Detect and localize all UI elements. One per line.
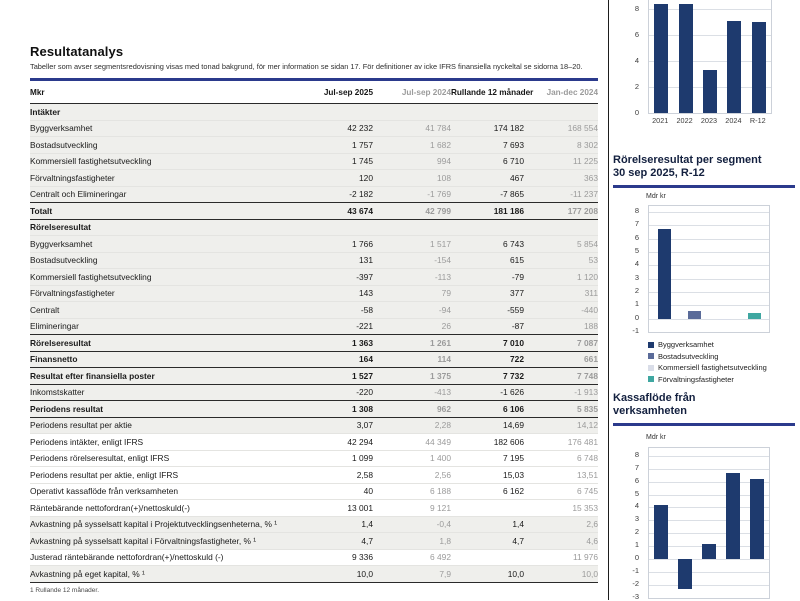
cell-value: -1 913 [574, 387, 598, 398]
cell-value: 13 001 [347, 502, 373, 513]
column-header-mkr: Mkr [30, 87, 45, 97]
cell-value: 120 [359, 172, 373, 183]
cell-value: 114 [437, 354, 451, 365]
cell-value: 26 [441, 321, 451, 332]
bar [718, 319, 731, 320]
cell-value: 10,0 [507, 568, 524, 579]
y-tick-label: 2 [634, 82, 639, 92]
bar [726, 473, 740, 560]
cell-value: 79 [441, 288, 451, 299]
chart-title-line2: 30 sep 2025, R-12 [613, 167, 705, 179]
cell-value: -113 [434, 271, 451, 282]
cell-value: 164 [359, 354, 373, 365]
row-label: Bostadsutveckling [30, 255, 98, 266]
table-header-row [30, 81, 598, 104]
cell-value: 10,0 [356, 568, 373, 579]
y-tick-label: 2 [634, 527, 639, 537]
cell-value: 7 195 [503, 453, 524, 464]
chart-title-rule [613, 185, 795, 188]
cell-value: 4,7 [361, 535, 373, 546]
cash-flow-from-operations-chart [612, 390, 800, 600]
bar [748, 313, 761, 318]
cell-value: 14,12 [577, 420, 598, 431]
table-row [30, 500, 598, 517]
cell-value: 6 710 [503, 156, 524, 167]
table-row [30, 319, 598, 336]
row-label: Totalt [30, 205, 53, 216]
y-tick-label: 1 [634, 299, 639, 309]
cell-value: 40 [363, 486, 373, 497]
page-subtitle: Tabeller som avser segmentsredovisning visas med tonad bakgrund, för mer information se sidan 17. För definitioner av icke IFRS finansiella nyckeltal se sidorna 18–20. [30, 62, 583, 71]
results-analysis-section [30, 44, 598, 594]
bar [678, 559, 692, 589]
table-row [30, 121, 598, 138]
cell-value: 1 517 [430, 238, 451, 249]
row-label: Byggverksamhet [30, 238, 93, 249]
cell-value: -58 [360, 304, 373, 315]
cell-value: 615 [510, 255, 524, 266]
cell-value: -94 [438, 304, 451, 315]
cell-value: 7 693 [503, 139, 524, 150]
row-label: Operativt kassaflöde från verksamheten [30, 486, 179, 497]
cell-value: 1 757 [352, 139, 373, 150]
cell-value: -11 237 [570, 189, 598, 200]
cell-value: 9 121 [430, 502, 451, 513]
cell-value: -440 [581, 304, 598, 315]
y-tick-label: -3 [632, 592, 639, 601]
bar [658, 229, 671, 318]
table-row [30, 269, 598, 286]
cell-value: 4,7 [512, 535, 524, 546]
row-label: Periodens resultat [30, 403, 104, 414]
cell-value: 1 099 [352, 453, 373, 464]
y-tick-label: 8 [634, 205, 639, 215]
x-axis [648, 116, 770, 128]
y-axis [612, 205, 644, 335]
cell-value: 994 [437, 156, 451, 167]
cell-value: 11 225 [573, 156, 598, 167]
cell-value: -0,4 [436, 519, 451, 530]
cell-value: 176 481 [567, 436, 598, 447]
row-label: Avkastning på sysselsatt kapital i Projektutvecklingsenheterna, % ¹ [30, 519, 278, 530]
cell-value: 311 [584, 288, 598, 299]
cell-value: 1 745 [352, 156, 373, 167]
cell-value: -87 [511, 321, 524, 332]
y-tick-label: 1 [634, 540, 639, 550]
row-label: Periodens resultat per aktie [30, 420, 132, 431]
x-tick-label: 2022 [676, 116, 693, 125]
column-header-jul-sep-2025: Jul-sep 2025 [323, 87, 373, 97]
bar [752, 22, 766, 113]
row-label: Finansnetto [30, 354, 78, 365]
cell-value: 6 188 [430, 486, 451, 497]
row-label: Intäkter [30, 106, 61, 117]
row-label: Centralt och Elimineringar [30, 189, 127, 200]
bar [702, 544, 716, 560]
legend-item [648, 362, 767, 374]
operating-income-by-year-chart [612, 0, 800, 132]
chart-title-line1: Rörelseresultat per segment [613, 154, 762, 166]
cell-value: 7,9 [439, 568, 451, 579]
cell-value: 41 784 [425, 123, 451, 134]
y-tick-label: 3 [634, 272, 639, 282]
y-tick-label: 2 [634, 286, 639, 295]
cell-value: 6 743 [503, 238, 524, 249]
y-tick-label: 0 [634, 108, 639, 117]
table-row [30, 187, 598, 204]
legend-swatch [648, 342, 654, 348]
cell-value: -154 [434, 255, 451, 266]
cell-value: 7 010 [503, 337, 524, 348]
y-tick-label: 6 [634, 30, 639, 40]
gridline [649, 559, 769, 560]
cell-value: 1,4 [361, 519, 373, 530]
chart-plot-area [648, 447, 770, 599]
cell-value: 131 [359, 255, 373, 266]
cell-value: 188 [584, 321, 598, 332]
row-label: Inkomstskatter [30, 387, 85, 398]
y-axis-unit-label: Mdr kr [646, 434, 666, 441]
table-row [30, 517, 598, 534]
y-tick-label: 0 [634, 312, 639, 322]
table-row [30, 566, 598, 583]
gridline [649, 332, 769, 333]
cell-value: 174 182 [493, 123, 524, 134]
cell-value: 182 606 [493, 436, 524, 447]
table-row [30, 467, 598, 484]
cell-value: 1 400 [430, 453, 451, 464]
cell-value: -559 [507, 304, 524, 315]
cell-value: 1 527 [352, 370, 373, 381]
cell-value: 181 186 [493, 205, 524, 216]
y-tick-label: 4 [634, 56, 639, 66]
cell-value: 2,28 [434, 420, 451, 431]
operating-income-per-segment-chart [612, 152, 800, 388]
chart-legend [648, 339, 767, 385]
gridline [649, 225, 769, 226]
cell-value: 5 835 [577, 403, 598, 414]
legend-item [648, 374, 767, 386]
y-tick-label: 8 [634, 4, 639, 14]
y-axis [612, 0, 644, 117]
x-tick-label: 2024 [725, 116, 742, 125]
row-label: Periodens resultat per aktie, enligt IFRS [30, 469, 179, 480]
row-label: Periodens rörelseresultat, enligt IFRS [30, 453, 170, 464]
cell-value: -413 [434, 387, 451, 398]
table-row [30, 368, 598, 385]
legend-label: Kommersiell fastighetsutveckling [658, 363, 767, 372]
y-tick-label: -2 [632, 579, 639, 589]
table-row [30, 104, 598, 121]
cell-value: 7 087 [577, 337, 598, 348]
y-axis [612, 447, 644, 601]
results-table [30, 78, 598, 583]
gridline [649, 319, 769, 320]
y-tick-label: 4 [634, 259, 639, 269]
cell-value: 1,8 [439, 535, 451, 546]
table-row [30, 434, 598, 451]
cell-value: 5 854 [577, 238, 598, 249]
table-row [30, 236, 598, 253]
table-row [30, 170, 598, 187]
cell-value: -7 865 [500, 189, 524, 200]
table-row [30, 137, 598, 154]
cell-value: 10,0 [581, 568, 598, 579]
cell-value: 1,4 [512, 519, 524, 530]
legend-label: Bostadsutveckling [658, 351, 719, 361]
cell-value: 661 [584, 354, 598, 365]
row-label: Byggverksamhet [30, 123, 93, 134]
bar [727, 21, 741, 113]
table-row [30, 286, 598, 303]
row-label: Avkastning på sysselsatt kapital i Förvaltningsfastigheter, % ¹ [30, 535, 257, 546]
table-row [30, 533, 598, 550]
bar [654, 505, 668, 559]
charts-sidebar [612, 0, 800, 600]
x-tick-label: 2023 [700, 116, 718, 125]
cell-value: 4,6 [586, 535, 598, 546]
cell-value: 2,58 [356, 469, 373, 480]
gridline [649, 212, 769, 213]
y-tick-label: -1 [632, 566, 639, 576]
column-header-rullande-12: Rullande 12 månader [451, 87, 534, 97]
row-label: Justerad räntebärande nettofordran(+)/nettoskuld (-) [30, 552, 224, 563]
y-tick-label: 5 [634, 488, 639, 498]
bar [750, 479, 764, 559]
gridline [649, 572, 769, 573]
cell-value: 42 799 [425, 205, 451, 216]
bar [679, 4, 693, 113]
table-row [30, 203, 598, 220]
cell-value: -1 626 [500, 387, 524, 398]
table-row [30, 550, 598, 567]
bar [688, 311, 701, 319]
table-row [30, 302, 598, 319]
legend-swatch [648, 365, 654, 371]
page-title: Resultatanalys [30, 44, 124, 59]
row-label: Förvaltningsfastigheter [30, 172, 115, 183]
cell-value: 6 106 [503, 403, 524, 414]
table-row [30, 451, 598, 468]
cell-value: -79 [511, 271, 524, 282]
cell-value: 9 336 [352, 552, 373, 563]
row-label: Avkastning på eget kapital, % ¹ [30, 568, 145, 579]
legend-label: Byggverksamhet [658, 340, 714, 349]
gridline [649, 469, 769, 470]
chart-plot-area [648, 0, 772, 114]
cell-value: 15,03 [503, 469, 524, 480]
cell-value: 42 294 [347, 436, 373, 447]
table-row [30, 253, 598, 270]
cell-value: 7 732 [503, 370, 524, 381]
table-footnote: 1 Rullande 12 månader. [30, 586, 100, 594]
cell-value: 962 [437, 403, 451, 414]
cell-value: 108 [437, 172, 451, 183]
legend-label: Förvaltningsfastigheter [658, 374, 734, 384]
cell-value: 6 162 [503, 486, 524, 497]
cell-value: 1 682 [430, 139, 451, 150]
x-tick-label: 2021 [652, 116, 669, 125]
cell-value: 168 554 [567, 123, 598, 134]
cell-value: 2,6 [586, 519, 598, 530]
cell-value: -1 769 [427, 189, 451, 200]
gridline [649, 113, 771, 114]
cell-value: 42 232 [347, 123, 373, 134]
cell-value: -220 [356, 387, 373, 398]
cell-value: 14,69 [503, 420, 524, 431]
y-tick-label: 3 [634, 514, 639, 524]
y-tick-label: 6 [634, 475, 639, 485]
table-row [30, 401, 598, 418]
cell-value: 8 302 [577, 139, 598, 150]
row-label: Elimineringar [30, 321, 79, 332]
cell-value: 3,07 [356, 420, 373, 431]
row-label: Centralt [30, 304, 60, 315]
bar [654, 4, 668, 113]
cell-value: 53 [588, 255, 598, 266]
row-label: Bostadsutveckling [30, 139, 98, 150]
row-label: Kommersiell fastighetsutveckling [30, 271, 152, 282]
cell-value: 722 [510, 354, 524, 365]
row-label: Rörelseresultat [30, 337, 91, 348]
x-tick-label: R-12 [749, 116, 766, 125]
row-label: Kommersiell fastighetsutveckling [30, 156, 152, 167]
table-row [30, 484, 598, 501]
vertical-divider [608, 0, 609, 600]
table-row [30, 352, 598, 369]
legend-item [648, 351, 767, 363]
row-label: Periodens intäkter, enligt IFRS [30, 436, 144, 447]
row-label: Rörelseresultat [30, 222, 91, 233]
cell-value: 467 [510, 172, 524, 183]
cell-value: 143 [359, 288, 373, 299]
cell-value: 363 [584, 172, 598, 183]
y-axis-unit-label: Mdr kr [646, 193, 666, 200]
cell-value: 1 363 [352, 337, 373, 348]
y-tick-label: 5 [634, 246, 639, 255]
y-tick-label: 7 [634, 219, 639, 229]
cell-value: 1 261 [430, 337, 451, 348]
y-tick-label: 6 [634, 232, 639, 242]
cell-value: 6 748 [577, 453, 598, 464]
cell-value: 6 745 [577, 486, 598, 497]
table-row [30, 154, 598, 171]
cell-value: 15 353 [572, 502, 598, 513]
cell-value: 1 308 [352, 403, 373, 414]
cell-value: 11 976 [573, 552, 598, 563]
table-row [30, 335, 598, 352]
cell-value: 1 120 [577, 271, 598, 282]
cell-value: 7 748 [577, 370, 598, 381]
y-tick-label: 4 [634, 501, 639, 511]
row-label: Resultat efter finansiella poster [30, 370, 155, 381]
y-tick-label: 8 [634, 449, 639, 459]
cell-value: 177 208 [567, 205, 598, 216]
gridline [649, 598, 769, 599]
bar [703, 70, 717, 113]
cell-value: 1 375 [430, 370, 451, 381]
cell-value: 377 [510, 288, 524, 299]
cell-value: 43 674 [347, 205, 373, 216]
row-label: Räntebärande nettofordran(+)/nettoskuld(-) [30, 502, 190, 513]
table-row [30, 418, 598, 435]
row-label: Förvaltningsfastigheter [30, 288, 115, 299]
chart-title-rule [613, 423, 795, 426]
column-header-jul-sep-2024: Jul-sep 2024 [401, 87, 451, 97]
results-table-body [30, 104, 598, 583]
cell-value: 1 766 [352, 238, 373, 249]
gridline [649, 585, 769, 586]
y-tick-label: -1 [632, 326, 639, 335]
cell-value: 13,51 [577, 469, 598, 480]
table-row [30, 220, 598, 237]
legend-swatch [648, 353, 654, 359]
cell-value: -2 182 [349, 189, 373, 200]
y-tick-label: 7 [634, 462, 639, 472]
table-row [30, 385, 598, 402]
legend-item [648, 339, 767, 351]
chart-title-line2: verksamheten [613, 405, 687, 417]
y-tick-label: 0 [634, 553, 639, 563]
chart-plot-area [648, 205, 770, 333]
cell-value: -397 [356, 271, 373, 282]
column-header-jan-dec-2024: Jan-dec 2024 [546, 87, 598, 97]
legend-swatch [648, 376, 654, 382]
gridline [649, 456, 769, 457]
chart-title-line1: Kassaflöde från [613, 392, 696, 404]
cell-value: 6 492 [430, 552, 451, 563]
cell-value: -221 [356, 321, 373, 332]
cell-value: 2,56 [434, 469, 451, 480]
cell-value: 44 349 [425, 436, 451, 447]
